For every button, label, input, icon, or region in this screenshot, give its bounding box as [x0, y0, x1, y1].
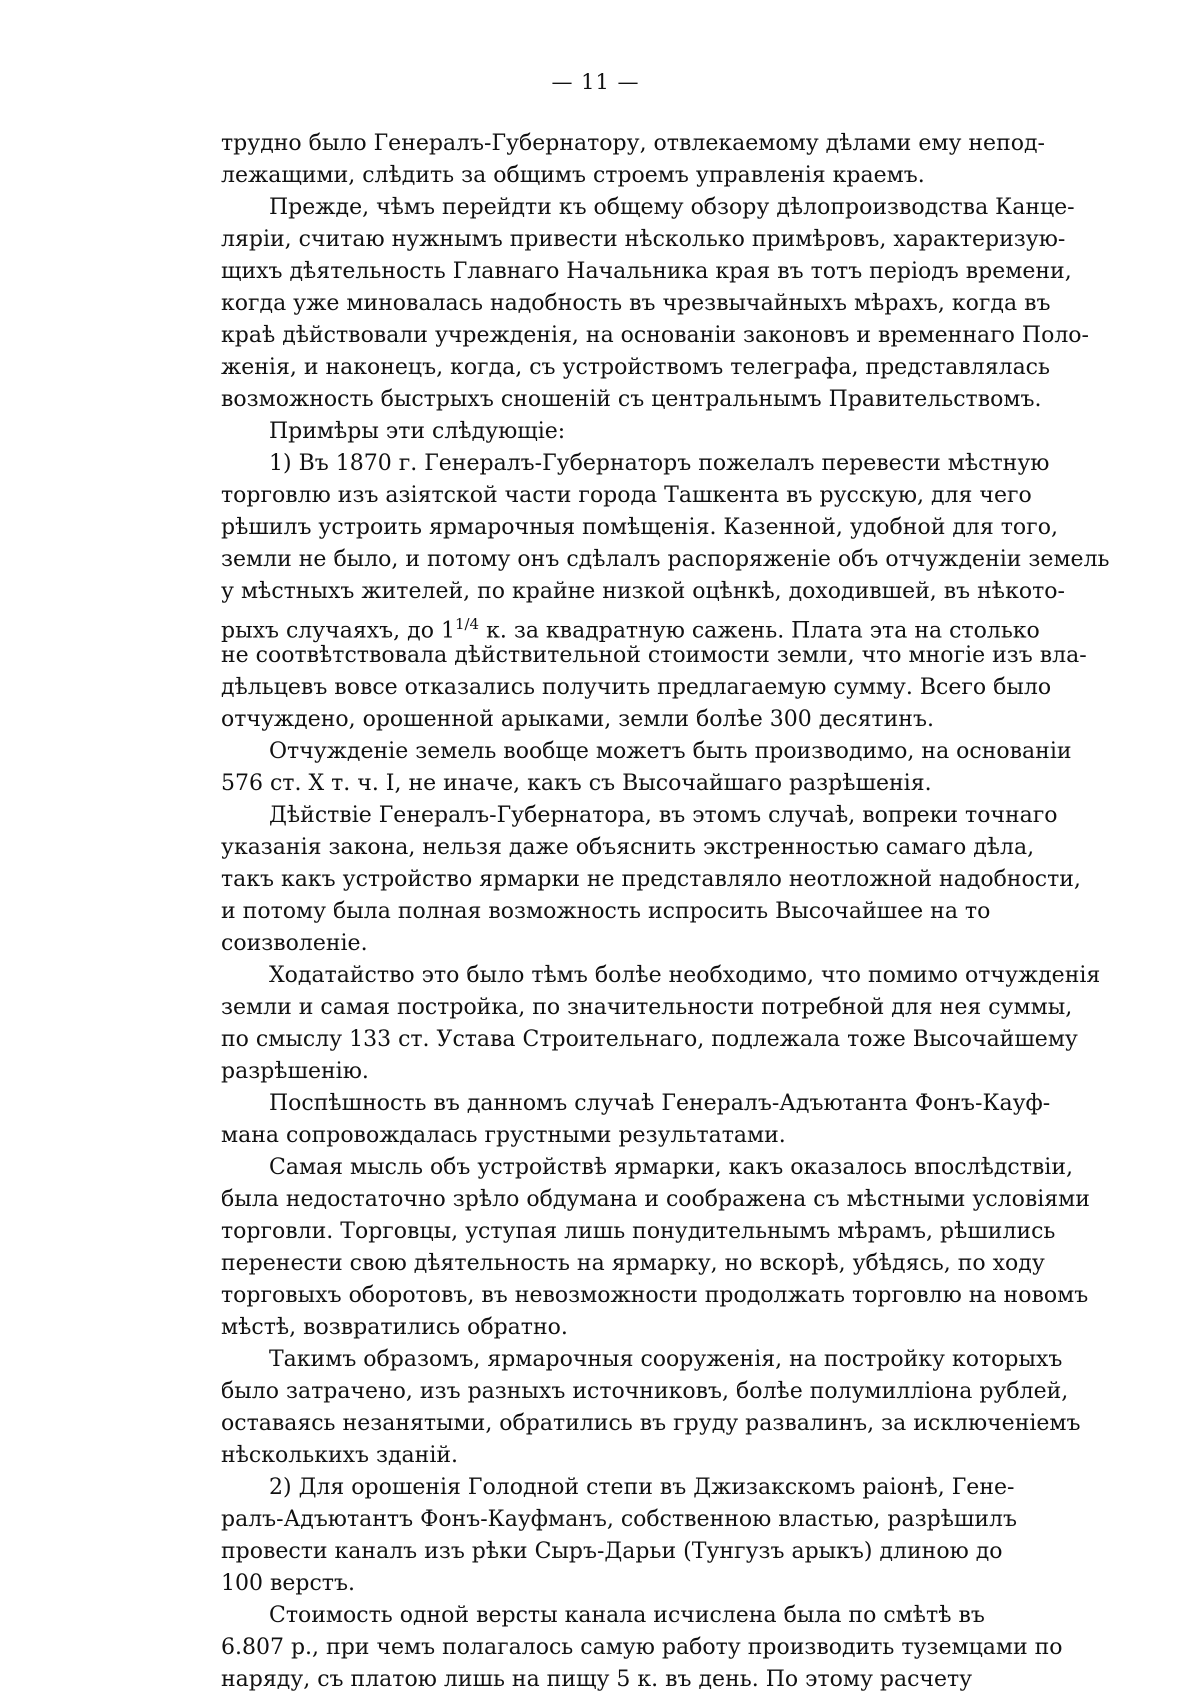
- text-line: 1) Въ 1870 г. Генералъ-Губернаторъ пожелалъ перевести мѣстную: [269, 451, 1050, 476]
- text-line: была недостаточно зрѣло обдумана и соображена съ мѣстными условіями: [221, 1187, 1090, 1212]
- text-line: торговли. Торговцы, уступая лишь понудительнымъ мѣрамъ, рѣшились: [221, 1219, 1056, 1244]
- text-line: краѣ дѣйствовали учрежденія, на основаніи законовъ и временнаго Поло-: [221, 323, 1089, 348]
- text-line: торговлю изъ азіятской части города Ташкента въ русскую, для чего: [221, 483, 1032, 508]
- text-line: Дѣйствіе Генералъ-Губернатора, въ этомъ случаѣ, вопреки точнаго: [269, 803, 1058, 828]
- text-line: по смыслу 133 ст. Устава Строительнаго, подлежала тоже Высочайшему: [221, 1027, 1078, 1052]
- text-line: мана сопровождалась грустными результатами.: [221, 1123, 786, 1148]
- text-line: лежащими, слѣдить за общимъ строемъ управленія краемъ.: [221, 163, 925, 188]
- page-number: — 11 —: [551, 70, 640, 94]
- paragraph: [221, 1344, 1081, 1472]
- text-line: Примѣры эти слѣдующіе:: [269, 419, 566, 444]
- text-line: отчуждено, орошенной арыками, земли болѣе 300 десятинъ.: [221, 707, 934, 732]
- text-line: было затрачено, изъ разныхъ источниковъ, болѣе полумилліона рублей,: [221, 1379, 1069, 1404]
- text-line: трудно было Генералъ-Губернатору, отвлекаемому дѣлами ему непод-: [221, 131, 1045, 156]
- paragraph: [221, 1472, 1018, 1600]
- text-line: возможность быстрыхъ сношеній съ центральнымъ Правительствомъ.: [221, 387, 1042, 412]
- text-line: ралъ-Адъютантъ Фонъ-Кауфманъ, собственною властью, разрѣшилъ: [221, 1507, 1018, 1532]
- text-line: когда уже миновалась надобность въ чрезвычайныхъ мѣрахъ, когда въ: [221, 291, 1051, 316]
- text-line: 576 ст. X т. ч. I, не иначе, какъ съ Высочайшаго разрѣшенія.: [221, 771, 932, 796]
- text-line: щихъ дѣятельность Главнаго Начальника края въ тотъ періодъ времени,: [221, 259, 1072, 284]
- paragraph: [221, 1088, 1051, 1152]
- text-line: торговыхъ оборотовъ, въ невозможности продолжать торговлю на новомъ: [221, 1283, 1089, 1308]
- text-line: 2) Для орошенія Голодной степи въ Джизакскомъ раіонѣ, Гене-: [269, 1475, 1015, 1500]
- paragraph: [221, 1600, 1063, 1696]
- text-line: мѣстѣ, возвратились обратно.: [221, 1315, 568, 1340]
- text-segment: рыхъ случаяхъ, до 1: [221, 618, 455, 644]
- text-line: оставаясь незанятыми, обратились въ груду развалинъ, за исключеніемъ: [221, 1411, 1081, 1436]
- text-line: женія, и наконецъ, когда, съ устройствомъ телеграфа, представлялась: [221, 355, 1050, 380]
- text-line: нѣсколькихъ зданій.: [221, 1443, 459, 1468]
- paragraph: [221, 800, 1081, 960]
- text-line: [221, 608, 1040, 644]
- text-line: Такимъ образомъ, ярмарочныя сооруженія, на постройку которыхъ: [269, 1347, 1063, 1372]
- paragraph: [221, 192, 1089, 416]
- text-line: перенести свою дѣятельность на ярмарку, но вскорѣ, убѣдясь, по ходу: [221, 1251, 1045, 1276]
- text-line: не соотвѣтствовала дѣйствительной стоимости земли, что многіе изъ вла-: [221, 643, 1087, 668]
- paragraph: [221, 1152, 1090, 1344]
- text-line: 100 верстъ.: [221, 1571, 355, 1596]
- text-line: разрѣшенію.: [221, 1059, 369, 1084]
- paragraph: [221, 736, 1072, 800]
- text-line: такъ какъ устройство ярмарки не представляло неотложной надобности,: [221, 867, 1081, 892]
- text-segment: к. за квадратную сажень. Плата эта на столько: [479, 618, 1040, 644]
- text-line: и потому была полная возможность испросить Высочайшее на то: [221, 899, 991, 924]
- text-line: у мѣстныхъ жителей, по крайне низкой оцѣнкѣ, доходившей, въ нѣкото-: [221, 579, 1065, 604]
- text-line: указанія закона, нельзя даже объяснить экстренностью самаго дѣла,: [221, 835, 1035, 860]
- text-line: рѣшилъ устроить ярмарочныя помѣщенія. Казенной, удобной для того,: [221, 515, 1058, 540]
- text-line: дѣльцевъ вовсе отказались получить предлагаемую сумму. Всего было: [221, 675, 1052, 700]
- paragraph: [221, 448, 1110, 736]
- paragraph: [221, 416, 965, 448]
- paragraph: [221, 128, 1045, 192]
- document-body: [221, 128, 1110, 1696]
- text-line: наряду, съ платою лишь на пищу 5 к. въ день. По этому расчету: [221, 1667, 973, 1692]
- text-line: Прежде, чѣмъ перейдти къ общему обзору дѣлопроизводства Канце-: [269, 195, 1075, 220]
- text-line: 6.807 р., при чемъ полагалось самую работу производить туземцами по: [221, 1635, 1063, 1660]
- text-line: провести каналъ изъ рѣки Сыръ-Дарьи (Тунгузъ арыкъ) длиною до: [221, 1539, 1003, 1564]
- text-line: земли не было, и потому онъ сдѣлалъ распоряженіе объ отчужденіи земель: [221, 547, 1110, 572]
- text-line: Отчужденіе земель вообще можетъ быть производимо, на основаніи: [269, 739, 1072, 764]
- text-line: земли и самая постройка, по значительности потребной для нея суммы,: [221, 995, 1073, 1020]
- text-line: соизволеніе.: [221, 931, 368, 956]
- text-line: Стоимость одной версты канала исчислена была по смѣтѣ въ: [269, 1603, 985, 1628]
- text-line: Самая мысль объ устройствѣ ярмарки, какъ оказалось впослѣдствіи,: [269, 1155, 1073, 1180]
- fraction: 1/4: [454, 615, 480, 633]
- text-line: Ходатайство это было тѣмъ болѣе необходимо, что помимо отчужденія: [269, 963, 1101, 988]
- text-line: Поспѣшность въ данномъ случаѣ Генералъ-Адъютанта Фонъ-Кауф-: [269, 1091, 1051, 1116]
- text-line: ляріи, считаю нужнымъ привести нѣсколько примѣровъ, характеризую-: [221, 227, 1066, 252]
- paragraph: [221, 960, 1101, 1088]
